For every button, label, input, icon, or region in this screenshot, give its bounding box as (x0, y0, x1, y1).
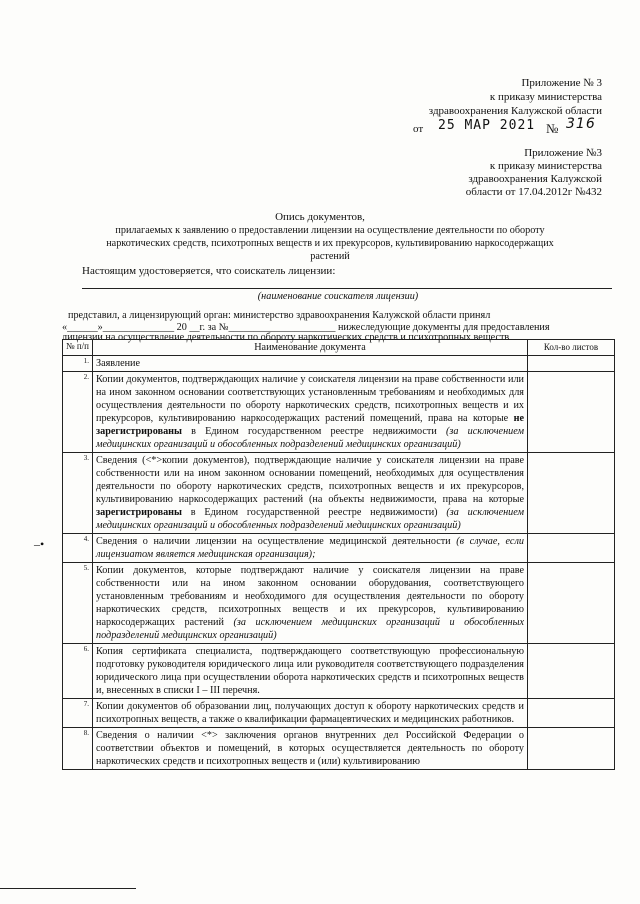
document-subtitle-line1: прилагаемых к заявлению о предоставлении лицензии на осуществление деятельности по обороту (115, 225, 545, 236)
appendix-ministry-2: здравоохранения Калужской (468, 173, 602, 185)
appendix-title-1: Приложение № 3 (521, 77, 602, 89)
date-from-label: от (413, 123, 424, 135)
row-text: Сведения (<*>копии документов), подтверждающие наличие у соискателя лицензии на праве собственности или на ином законном основании помещений, необходимых для осуществления деятельности по обороту наркотических средств, психотропных веществ и их прекурсоров, культивированию наркосодержащих растений (на объекты недвижимости, права на которые (96, 455, 524, 505)
row-number: 5. (63, 563, 93, 644)
document-title: Опись документов, (275, 211, 365, 223)
date-number-line: «______»______________ 20 __г. за №_____________________ нижеследующие документы для предоставления (62, 322, 550, 333)
row-text: Копии документов, которые подтверждают наличие у соискателя лицензии на праве собственности или на ином законном основании оборудования, соответствующего установленным требованиям и необходимого для осуществления деятельности по обороту наркотических средств, психотропных веществ и их прекурсоров, культивированию наркосодержащих растений (96, 565, 524, 628)
presented-text: представил, а лицензирующий орган: министерство здравоохранения Калужской области принял (68, 310, 491, 321)
document-subtitle-line2: наркотических средств, психотропных веществ и их прекурсоров, культивированию наркосодержащих (106, 238, 554, 249)
row-sheet-count[interactable] (528, 534, 615, 563)
row-text: Сведения о наличии лицензии на осуществление медицинской деятельности (96, 536, 451, 547)
row-sheet-count[interactable] (528, 453, 615, 534)
row-number: 4. (63, 534, 93, 563)
table-row (63, 699, 615, 728)
footnote-separator (0, 888, 136, 889)
appendix-title-2: Приложение №3 (524, 147, 602, 159)
row-sheet-count[interactable] (528, 699, 615, 728)
row-number: 1. (63, 356, 93, 372)
row-sheet-count[interactable] (528, 728, 615, 770)
row-document-name (93, 356, 528, 372)
row-tail-text: в Едином государственной реестре недвижимости) (190, 507, 438, 518)
row-document-name (93, 728, 528, 770)
header-number: № п/п (63, 340, 93, 356)
row-document-name (93, 644, 528, 699)
row-document-name (93, 699, 528, 728)
appendix-order-1: к приказу министерства (489, 91, 602, 103)
applicant-name-line (82, 288, 612, 289)
row-text: Копия сертификата специалиста, подтверждающего соответствующую профессиональную подготовку руководителя юридического лица или руководителя соответствующего подразделения юридического лица при осуществлении оборота наркотических средств и психотропных веществ и, внесенных в списки I – III перечня. (96, 646, 524, 696)
document-subtitle-line3: растений (310, 251, 350, 262)
row-bold-text: не зарегистрированы (96, 413, 525, 437)
header-sheet-count: Кол-во листов (528, 340, 615, 356)
applicant-caption: (наименование соискателя лицензии) (257, 291, 419, 302)
date-stamp: 25 МАР 2021 (438, 118, 536, 133)
row-sheet-count[interactable] (528, 644, 615, 699)
row-tail-text: в Едином государственном реестре недвижимости (191, 426, 437, 437)
number-label: № (546, 121, 559, 136)
row-text: Копии документов об образовании лиц, получающих доступ к обороту наркотических средств и психотропных веществ, а также о квалификации фармацевтических и медицинских работников. (96, 701, 524, 725)
table-row (63, 534, 615, 563)
row-italic-note: (за исключением медицинских организаций и обособленных подразделений медицинских организаций) (96, 617, 525, 641)
handwritten-number: 316 (566, 116, 596, 132)
table-row (63, 644, 615, 699)
row-document-name (93, 563, 528, 644)
row-text: Копии документов, подтверждающих наличие у соискателя лицензии на праве собственности или на ином законном основании соответствующих установленным требованиям и необходимых для осуществления деятельности по обороту наркотических средств, психотропных веществ и их прекурсоров, культивированию наркосодержащих растений помещений, права на которые (96, 374, 524, 424)
row-text: Сведения о наличии <*> заключения органов внутренних дел Российской Федерации о соответствии объектов и помещений, в которых осуществляется деятельность по обороту наркотических средств и психотропных веществ и (или) культивированию (96, 730, 524, 767)
table-row (63, 453, 615, 534)
row-italic-note: (в случае, если лицензиатом является медицинская организация); (96, 536, 524, 560)
table-row (63, 372, 615, 453)
row-number: 6. (63, 644, 93, 699)
table-row (63, 563, 615, 644)
row-document-name (93, 453, 528, 534)
row-text: Заявление (96, 358, 141, 369)
certify-text: Настоящим удостоверяется, что соискатель лицензии: (82, 265, 336, 277)
header-document-name: Наименование документа (93, 340, 528, 356)
row-sheet-count[interactable] (528, 356, 615, 372)
purpose-text: лицензии на осуществление деятельности по обороту наркотических средств и психотропных веществ (62, 332, 510, 343)
appendix-ministry-1: здравоохранения Калужской области (428, 105, 602, 117)
appendix-date-2: области от 17.04.2012г №432 (465, 186, 602, 198)
row-italic-note: (за исключением медицинских организаций и обособленных подразделений медицинских организаций) (96, 426, 524, 450)
row-sheet-count[interactable] (528, 563, 615, 644)
table-header-row (63, 340, 615, 356)
table-row (63, 728, 615, 770)
row-number: 3. (63, 453, 93, 534)
row-document-name (93, 534, 528, 563)
row-number: 7. (63, 699, 93, 728)
table-row (63, 356, 615, 372)
row-number: 2. (63, 372, 93, 453)
appendix-order-2: к приказу министерства (489, 160, 602, 172)
row-document-name (93, 372, 528, 453)
documents-table (62, 339, 615, 770)
row-number: 8. (63, 728, 93, 770)
margin-mark: –• (34, 537, 45, 551)
row-sheet-count[interactable] (528, 372, 615, 453)
row-bold-text: зарегистрированы (96, 507, 182, 518)
row-italic-note: (за исключением медицинских организаций и обособленных подразделений медицинских организаций) (96, 507, 525, 531)
